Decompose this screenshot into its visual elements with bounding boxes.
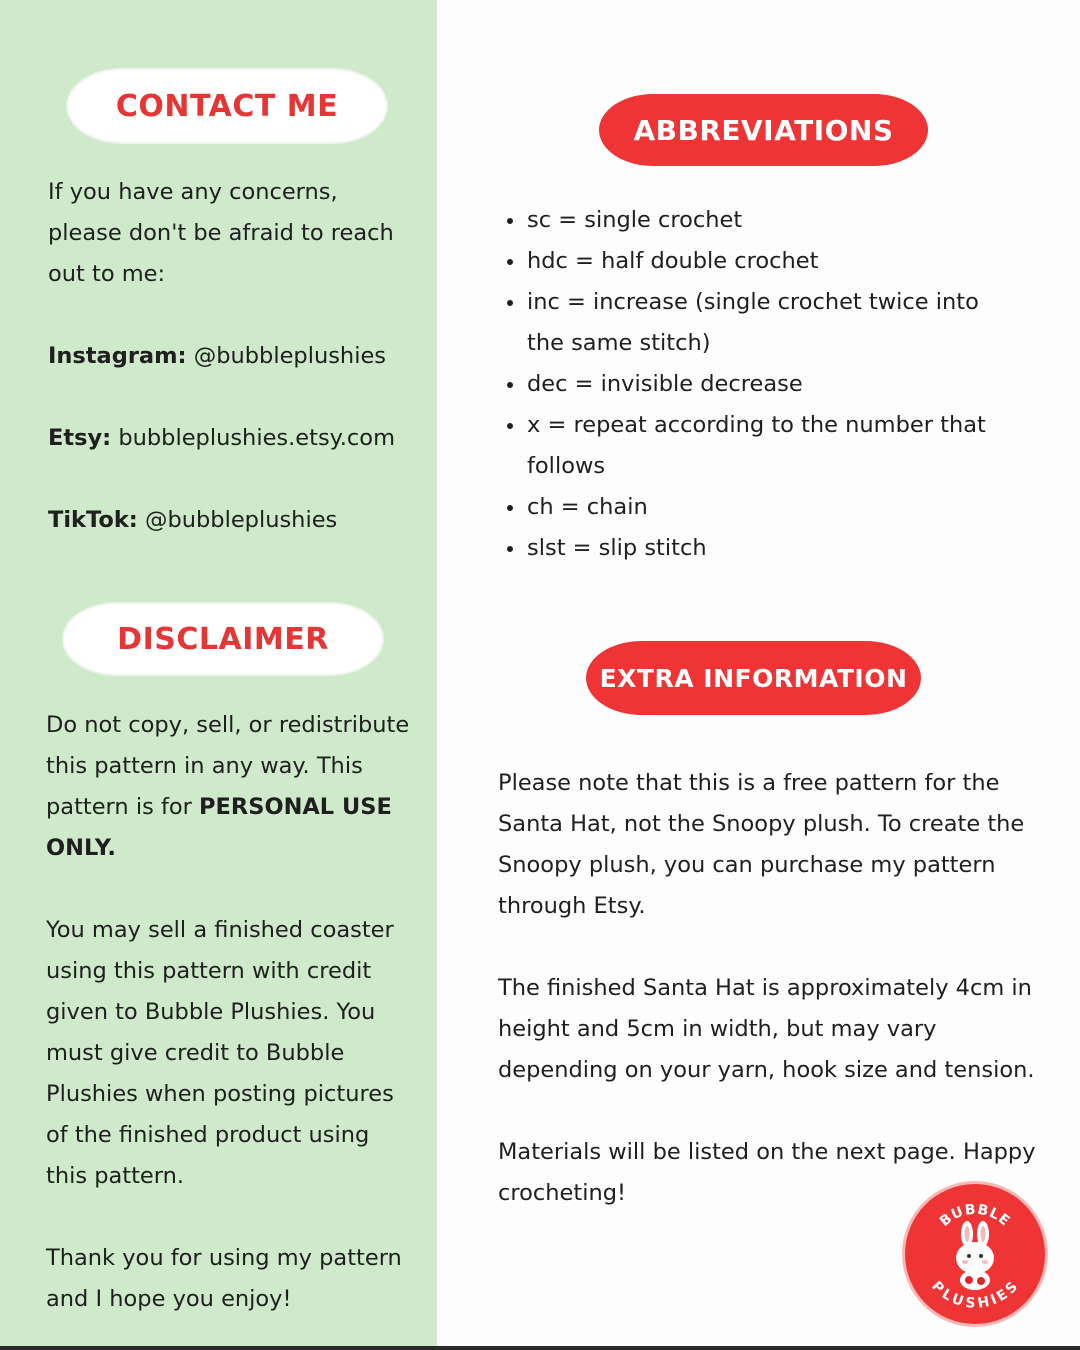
abbreviation-item: inc = increase (single crochet twice into the same stitch) — [500, 282, 1020, 364]
contact-section — [48, 172, 418, 582]
instagram-label: Instagram: — [48, 343, 187, 369]
extra-information-heading: EXTRA INFORMATION — [586, 641, 921, 715]
extra-information-section — [498, 763, 1038, 1255]
contact-etsy — [48, 418, 418, 459]
logo-top-text: BUBBLE — [936, 1201, 1014, 1230]
abbreviation-item: slst = slip stitch — [500, 528, 1020, 569]
abbreviation-item: sc = single crochet — [500, 200, 1020, 241]
disclaimer-para-3: Thank you for using my pattern and I hope you enjoy! — [46, 1245, 402, 1312]
contact-instagram — [48, 336, 418, 377]
bubble-plushies-logo — [905, 1184, 1045, 1324]
disclaimer-para-2: You may sell a finished coaster using this pattern with credit given to Bubble Plushies. You must give credit to Bubble Plushies when posting pictures of the finished product using this pattern. — [46, 917, 394, 1189]
logo-graphic — [905, 1184, 1045, 1324]
contact-intro: If you have any concerns, please don't be afraid to reach out to me: — [48, 179, 394, 287]
instagram-handle: @bubbleplushies — [193, 343, 387, 369]
bunny-icon — [956, 1221, 994, 1290]
contact-tiktok — [48, 500, 418, 541]
tiktok-label: TikTok: — [48, 507, 138, 533]
contact-heading: CONTACT ME — [68, 70, 386, 142]
abbreviation-item: ch = chain — [500, 487, 1020, 528]
disclaimer-para-1 — [46, 705, 416, 869]
logo-bottom-text: PLUSHIES — [928, 1278, 1022, 1312]
tiktok-handle: @bubbleplushies — [144, 507, 338, 533]
abbreviation-item: hdc = half double crochet — [500, 241, 1020, 282]
disclaimer-heading: DISCLAIMER — [64, 604, 382, 674]
personal-use-notice: PERSONAL USE ONLY. — [46, 794, 392, 861]
bottom-border — [0, 1346, 1080, 1350]
disclaimer-para-1-text: Do not copy, sell, or redistribute this pattern in any way. This pattern is for — [46, 712, 410, 820]
abbreviation-item: dec = invisible decrease — [500, 364, 1020, 405]
disclaimer-section — [46, 705, 416, 1350]
extra-para-3: Materials will be listed on the next page. Happy crocheting! — [498, 1139, 1036, 1206]
etsy-label: Etsy: — [48, 425, 112, 451]
abbreviation-item: x = repeat according to the number that follows — [500, 405, 1020, 487]
abbreviations-heading: ABBREVIATIONS — [599, 94, 928, 166]
etsy-url: bubbleplushies.etsy.com — [118, 425, 395, 451]
extra-para-2: The finished Santa Hat is approximately 4cm in height and 5cm in width, but may vary depending on your yarn, hook size and tension. — [498, 975, 1035, 1083]
abbreviations-list — [500, 200, 1020, 569]
extra-para-1: Please note that this is a free pattern for the Santa Hat, not the Snoopy plush. To create the Snoopy plush, you can purchase my pattern through Etsy. — [498, 770, 1025, 919]
